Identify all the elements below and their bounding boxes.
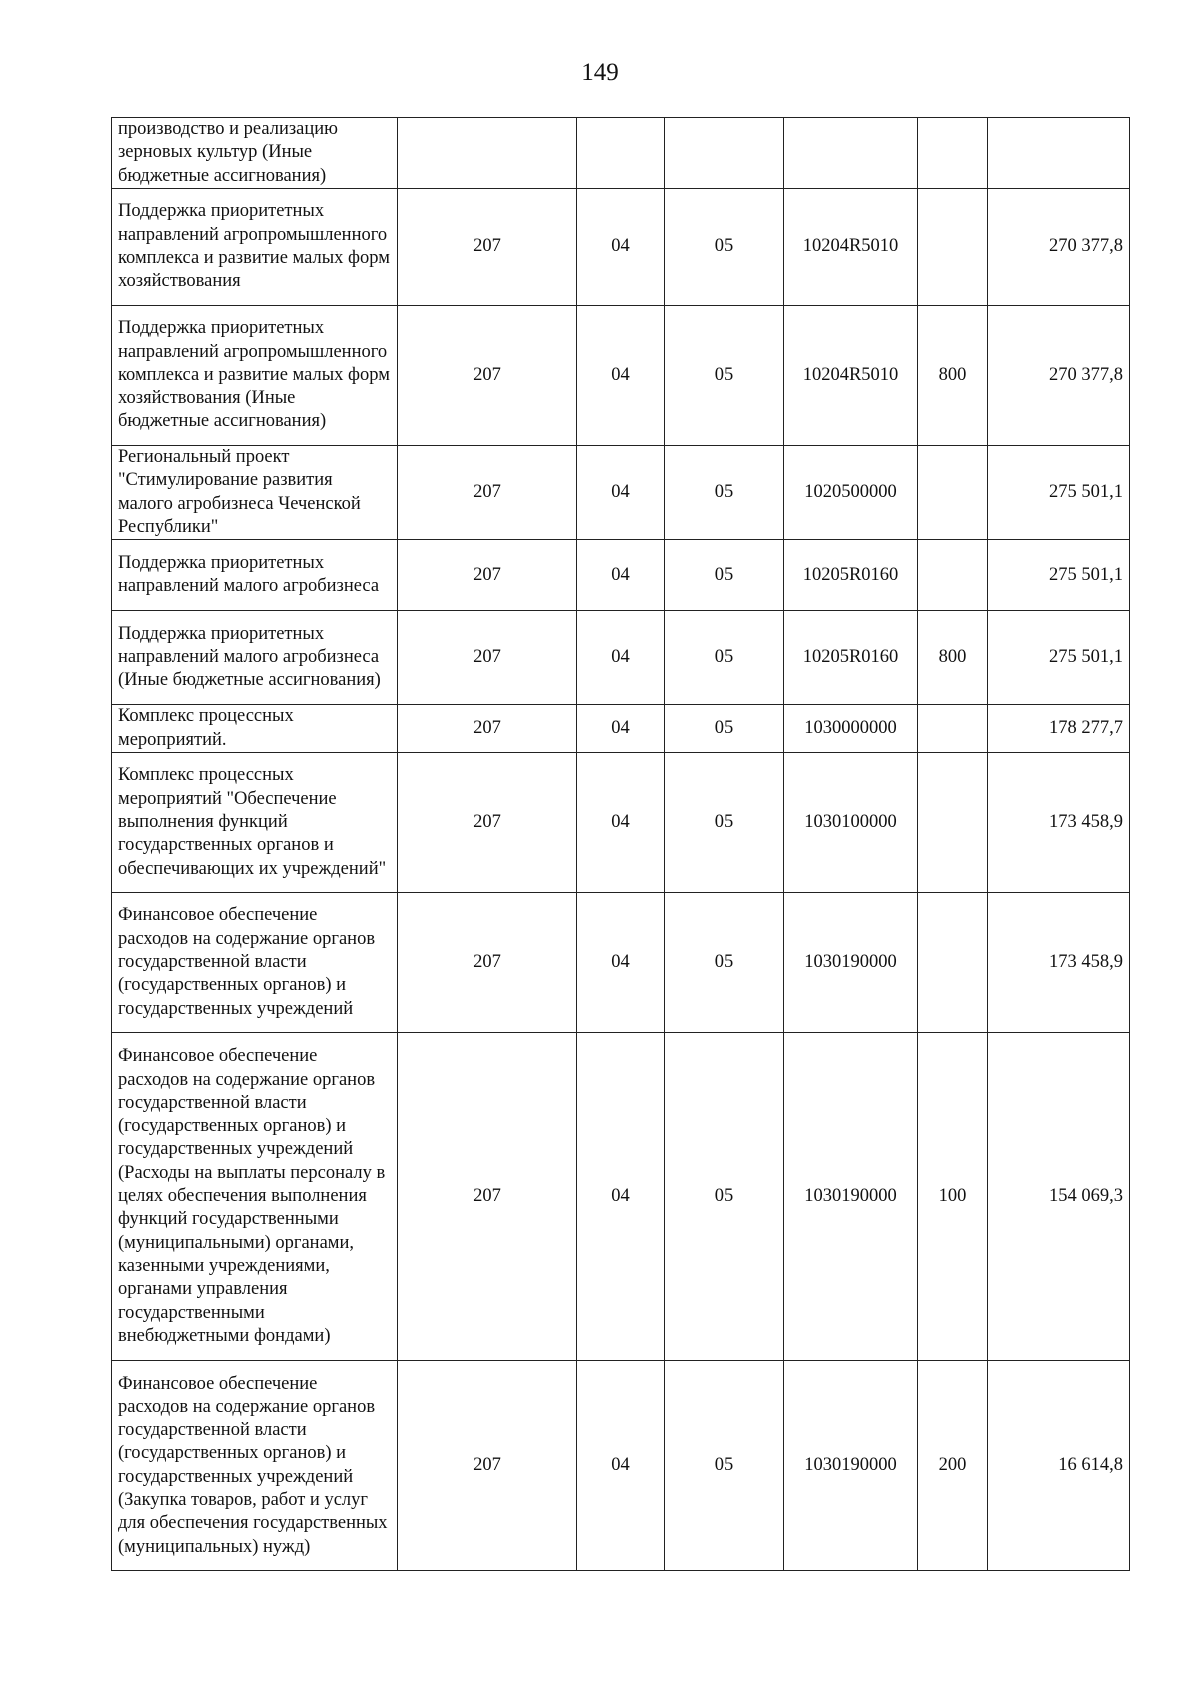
table-row xyxy=(112,1361,1130,1571)
subsection-code: 05 xyxy=(665,1033,784,1361)
target-code: 10204R5010 xyxy=(784,189,918,306)
amount: 275 501,1 xyxy=(988,540,1130,611)
row-name: Финансовое обеспечение расходов на содержание органов государственной власти (государственных органов) и государственных учреждений (Закупка товаров, работ и услуг для обеспечения государственных (муниципальных) нужд) xyxy=(112,1361,398,1571)
target-code: 1030100000 xyxy=(784,753,918,893)
expense-type-code xyxy=(918,540,988,611)
target-code: 10204R5010 xyxy=(784,306,918,446)
expense-type-code xyxy=(918,705,988,753)
expense-type-code xyxy=(918,118,988,189)
target-code: 10205R0160 xyxy=(784,611,918,705)
section-code xyxy=(577,118,665,189)
amount: 16 614,8 xyxy=(988,1361,1130,1571)
target-code: 1020500000 xyxy=(784,446,918,540)
target-code: 1030000000 xyxy=(784,705,918,753)
table-row xyxy=(112,446,1130,540)
subsection-code: 05 xyxy=(665,306,784,446)
row-name: Региональный проект "Стимулирование развития малого агробизнеса Чеченской Республики" xyxy=(112,446,398,540)
expense-type-code xyxy=(918,893,988,1033)
section-code: 04 xyxy=(577,540,665,611)
table-row xyxy=(112,705,1130,753)
section-code: 04 xyxy=(577,1361,665,1571)
expense-type-code: 800 xyxy=(918,611,988,705)
amount: 275 501,1 xyxy=(988,611,1130,705)
table-row xyxy=(112,1033,1130,1361)
budget-table xyxy=(111,117,1130,1571)
ministry-code: 207 xyxy=(398,189,577,306)
section-code: 04 xyxy=(577,189,665,306)
section-code: 04 xyxy=(577,1033,665,1361)
target-code xyxy=(784,118,918,189)
row-name: производство и реализацию зерновых культур (Иные бюджетные ассигнования) xyxy=(112,118,398,189)
ministry-code: 207 xyxy=(398,540,577,611)
section-code: 04 xyxy=(577,446,665,540)
table-row xyxy=(112,189,1130,306)
subsection-code: 05 xyxy=(665,1361,784,1571)
expense-type-code xyxy=(918,446,988,540)
amount: 173 458,9 xyxy=(988,893,1130,1033)
target-code: 1030190000 xyxy=(784,1033,918,1361)
expense-type-code xyxy=(918,189,988,306)
ministry-code: 207 xyxy=(398,1033,577,1361)
subsection-code: 05 xyxy=(665,540,784,611)
subsection-code: 05 xyxy=(665,446,784,540)
ministry-code: 207 xyxy=(398,753,577,893)
section-code: 04 xyxy=(577,611,665,705)
amount xyxy=(988,118,1130,189)
subsection-code: 05 xyxy=(665,705,784,753)
target-code: 1030190000 xyxy=(784,893,918,1033)
amount: 275 501,1 xyxy=(988,446,1130,540)
row-name: Финансовое обеспечение расходов на содержание органов государственной власти (государственных органов) и государственных учреждений (Расходы на выплаты персоналу в целях обеспечения выполнения функций государственными (муниципальными) органами, казенными учреждениями, органами управления государственными внебюджетными фондами) xyxy=(112,1033,398,1361)
row-name: Поддержка приоритетных направлений малого агробизнеса (Иные бюджетные ассигнования) xyxy=(112,611,398,705)
ministry-code: 207 xyxy=(398,611,577,705)
row-name: Поддержка приоритетных направлений малого агробизнеса xyxy=(112,540,398,611)
target-code: 10205R0160 xyxy=(784,540,918,611)
row-name: Финансовое обеспечение расходов на содержание органов государственной власти (государственных органов) и государственных учреждений xyxy=(112,893,398,1033)
subsection-code: 05 xyxy=(665,753,784,893)
ministry-code: 207 xyxy=(398,446,577,540)
ministry-code: 207 xyxy=(398,893,577,1033)
row-name: Поддержка приоритетных направлений агропромышленного комплекса и развитие малых форм хозяйствования xyxy=(112,189,398,306)
expense-type-code: 800 xyxy=(918,306,988,446)
subsection-code: 05 xyxy=(665,893,784,1033)
target-code: 1030190000 xyxy=(784,1361,918,1571)
expense-type-code xyxy=(918,753,988,893)
subsection-code: 05 xyxy=(665,189,784,306)
table-row xyxy=(112,540,1130,611)
ministry-code: 207 xyxy=(398,705,577,753)
subsection-code: 05 xyxy=(665,611,784,705)
expense-type-code: 200 xyxy=(918,1361,988,1571)
section-code: 04 xyxy=(577,893,665,1033)
subsection-code xyxy=(665,118,784,189)
table-row xyxy=(112,893,1130,1033)
amount: 270 377,8 xyxy=(988,306,1130,446)
table-row xyxy=(112,118,1130,189)
table-row xyxy=(112,306,1130,446)
expense-type-code: 100 xyxy=(918,1033,988,1361)
ministry-code xyxy=(398,118,577,189)
row-name: Поддержка приоритетных направлений агропромышленного комплекса и развитие малых форм хозяйствования (Иные бюджетные ассигнования) xyxy=(112,306,398,446)
ministry-code: 207 xyxy=(398,1361,577,1571)
row-name: Комплекс процессных мероприятий. xyxy=(112,705,398,753)
table-row xyxy=(112,753,1130,893)
amount: 178 277,7 xyxy=(988,705,1130,753)
amount: 173 458,9 xyxy=(988,753,1130,893)
section-code: 04 xyxy=(577,306,665,446)
row-name: Комплекс процессных мероприятий "Обеспечение выполнения функций государственных органов и обеспечивающих их учреждений" xyxy=(112,753,398,893)
section-code: 04 xyxy=(577,753,665,893)
page-number: 149 xyxy=(581,59,619,86)
table-row xyxy=(112,611,1130,705)
section-code: 04 xyxy=(577,705,665,753)
amount: 154 069,3 xyxy=(988,1033,1130,1361)
amount: 270 377,8 xyxy=(988,189,1130,306)
ministry-code: 207 xyxy=(398,306,577,446)
